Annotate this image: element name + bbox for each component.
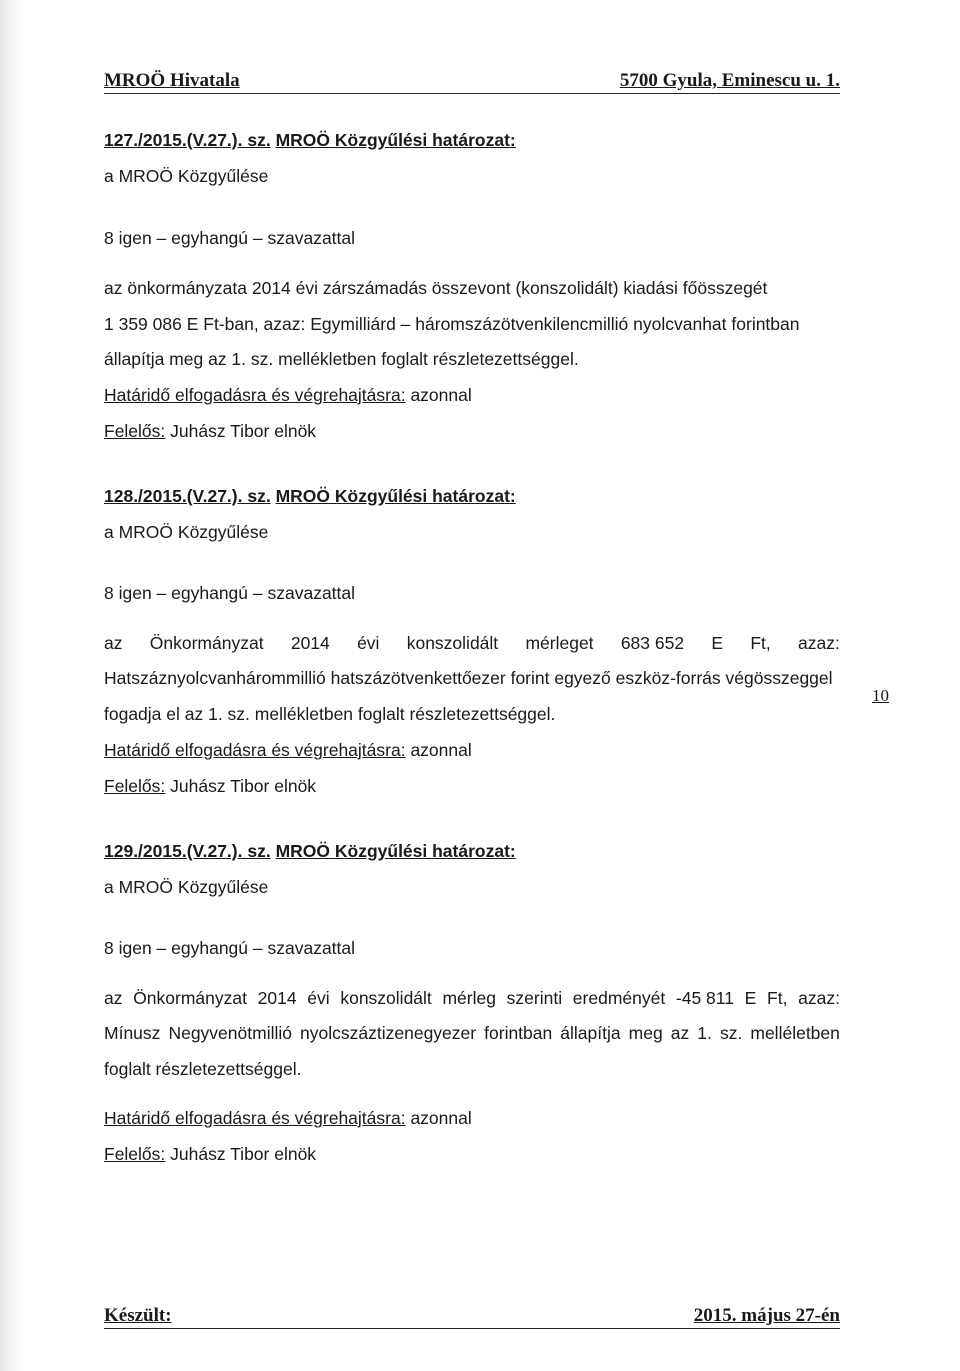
resolution-127-deadline: Határidő elfogadásra és végrehajtásra: azonnal xyxy=(104,385,472,405)
footer-date: 2015. május 27-én xyxy=(693,1305,840,1326)
page-header xyxy=(104,70,840,94)
resolution-127-text-line: 1 359 086 E Ft-ban, azaz: Egymilliárd – háromszázötvenkilencmillió nyolcvanhat forintban xyxy=(104,314,800,334)
resolution-128-body: a MROÖ Közgyűlése xyxy=(104,522,269,542)
resolution-127-body: a MROÖ Közgyűlése xyxy=(104,166,269,186)
header-address: 5700 Gyula, Eminescu u. 1. xyxy=(619,70,840,91)
page-footer xyxy=(104,1305,840,1329)
resolution-127-text-line: az önkormányzata 2014 évi zárszámadás összevont (konszolidált) kiadási főösszegét xyxy=(104,278,768,298)
page-number: 10 xyxy=(872,686,889,705)
resolution-128-title: 128./2015.(V.27.). sz. MROÖ Közgyűlési határozat: xyxy=(104,486,516,506)
footer-prepared-label: Készült: xyxy=(104,1305,172,1326)
resolution-128-responsible: Felelős: Juhász Tibor elnök xyxy=(104,776,317,796)
resolution-127-title: 127./2015.(V.27.). sz. MROÖ Közgyűlési határozat: xyxy=(104,130,516,150)
resolution-129-text-line-justified: Mínusz Negyvenötmillió nyolcszáztizenegyezer forintban állapítja meg az 1. sz. melléletben xyxy=(104,1023,840,1043)
resolution-129-text-line-justified: az Önkormányzat 2014 évi konszolidált mérleg szerinti eredményét -45 811 E Ft, azaz: xyxy=(104,988,840,1008)
resolution-128-text-line: fogadja el az 1. sz. mellékletben foglalt részletezettséggel. xyxy=(104,704,556,724)
resolution-128-vote: 8 igen – egyhangú – szavazattal xyxy=(104,583,356,603)
resolution-129-title: 129./2015.(V.27.). sz. MROÖ Közgyűlési határozat: xyxy=(104,841,516,861)
resolution-129-deadline: Határidő elfogadásra és végrehajtásra: azonnal xyxy=(104,1108,472,1128)
resolution-127-responsible: Felelős: Juhász Tibor elnök xyxy=(104,421,317,441)
resolution-128-deadline: Határidő elfogadásra és végrehajtásra: azonnal xyxy=(104,740,472,760)
resolution-129-text-line: foglalt részletezettséggel. xyxy=(104,1059,302,1079)
resolution-127-vote: 8 igen – egyhangú – szavazattal xyxy=(104,228,356,248)
resolution-128-text-line-justified: az Önkormányzat 2014 évi konszolidált mérleget 683 652 E Ft, azaz: xyxy=(104,633,840,653)
resolution-129-body: a MROÖ Közgyűlése xyxy=(104,877,269,897)
scan-edge-shadow xyxy=(0,0,26,1371)
resolution-128-text-line: Hatszáznyolcvanhárommillió hatszázötvenkettőezer forint egyező eszköz-forrás végösszeggel xyxy=(104,668,833,688)
resolution-129-vote: 8 igen – egyhangú – szavazattal xyxy=(104,938,356,958)
resolution-129-responsible: Felelős: Juhász Tibor elnök xyxy=(104,1144,317,1164)
resolution-127-text-line: állapítja meg az 1. sz. mellékletben foglalt részletezettséggel. xyxy=(104,349,579,369)
header-office: MROÖ Hivatala xyxy=(104,70,240,91)
